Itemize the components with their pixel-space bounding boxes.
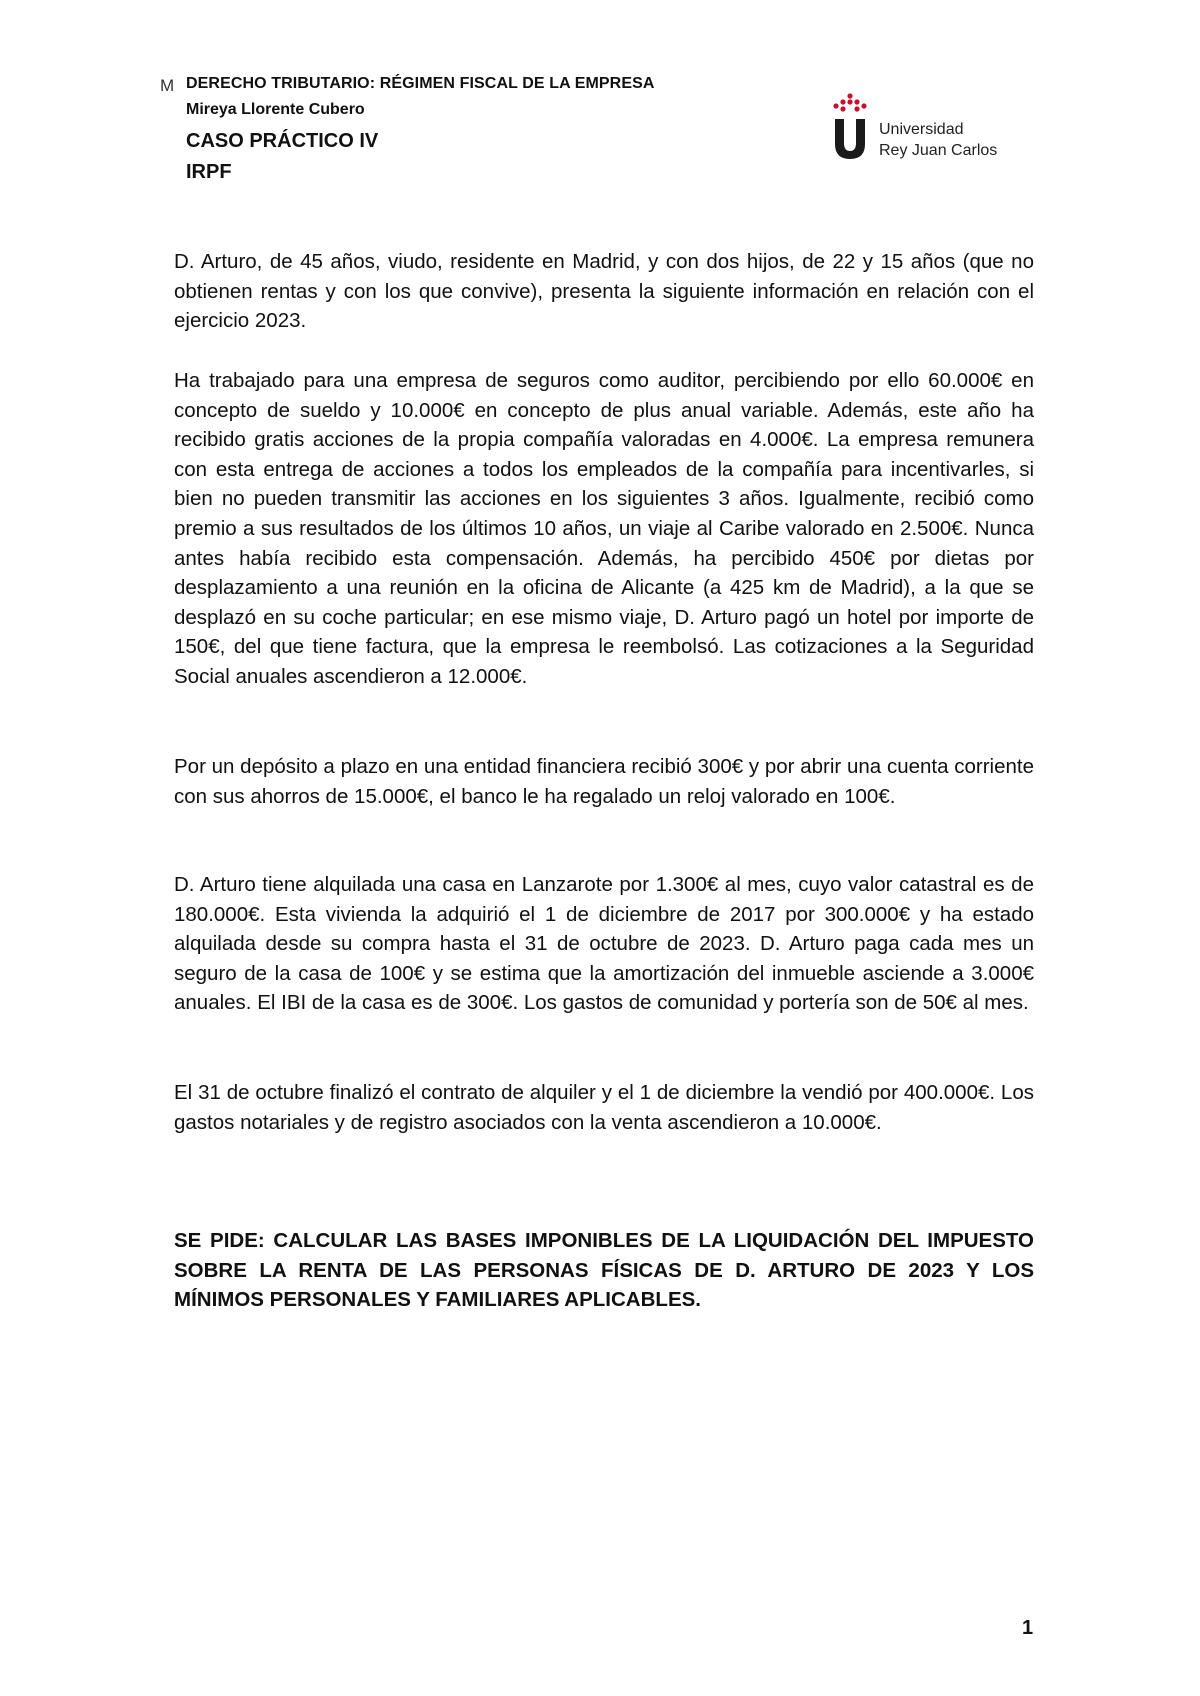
paragraph-rental: D. Arturo tiene alquilada una casa en Lanzarote por 1.300€ al mes, cuyo valor catastral es de 180.000€. Esta vivienda la adquirió el 1 de diciembre de 2017 por 300.000€ y ha estado alquilada desde su compra hasta el 31 de octubre de 2023. D. Arturo paga cada mes un seguro de la casa de 100€ y se estima que la amortización del inmueble asciende a 3.000€ anuales. El IBI de la casa es de 300€. Los gastos de comunidad y portería son de 50€ al mes. — [174, 873, 1034, 1015]
logo-line-1: Universidad — [879, 121, 964, 138]
logo-dots-icon — [833, 93, 866, 111]
logo-text — [879, 119, 997, 161]
logo-u-letter-icon — [835, 119, 865, 159]
case-title: CASO PRÁCTICO IV — [186, 130, 379, 152]
paragraph-employment: Ha trabajado para una empresa de seguros como auditor, percibiendo por ello 60.000€ en concepto de sueldo y 10.000€ en concepto de plus anual variable. Además, este año ha recibido gratis acciones de la propia compañía valoradas en 4.000€. La empresa remunera con esta entrega de acciones a todos los empleados de la compañía para incentivarles, si bien no pueden transmitir las acciones en los siguientes 3 años. Igualmente, recibió como premio a sus resultados de los últimos 10 años, un viaje al Caribe valorado en 2.500€. Nunca antes había recibido esta compensación. Además, ha percibido 450€ por dietas por desplazamiento a una reunión en la oficina de Alicante (a 425 km de Madrid), a la que se desplazó en su coche particular; en ese mismo viaje, D. Arturo pagó un hotel por importe de 150€, del que tiene factura, que la empresa le reembolsó. Las cotizaciones a la Seguridad Social anuales ascendieron a 12.000€. — [174, 369, 1034, 688]
page-number: 1 — [1022, 1617, 1034, 1639]
paragraph-deposit: Por un depósito a plazo en una entidad financiera recibió 300€ y por abrir una cuenta corriente con sus ahorros de 15.000€, el banco le ha regalado un reloj valorado en 100€. — [174, 755, 1034, 808]
paragraph-sale: El 31 de octubre finalizó el contrato de alquiler y el 1 de diciembre la vendió por 400.000€. Los gastos notariales y de registro asociados con la venta ascendieron a 10.000€. — [174, 1081, 1034, 1134]
subject-title: DERECHO TRIBUTARIO: RÉGIMEN FISCAL DE LA EMPRESA — [186, 75, 655, 92]
topic-title: IRPF — [186, 161, 232, 183]
author-name: Mireya Llorente Cubero — [186, 101, 365, 118]
paragraph-intro: D. Arturo, de 45 años, viudo, residente en Madrid, y con dos hijos, de 22 y 15 años (que no obtienen rentas y con los que convive), presenta la siguiente información en relación con el ejercicio 2023. — [174, 250, 1034, 333]
assignment-request: SE PIDE: CALCULAR LAS BASES IMPONIBLES DE LA LIQUIDACIÓN DEL IMPUESTO SOBRE LA RENTA DE LAS PERSONAS FÍSICAS DE D. ARTURO DE 2023 Y LOS MÍNIMOS PERSONALES Y FAMILIARES APLICABLES. — [174, 1229, 1034, 1312]
header-mark: M — [160, 76, 175, 95]
logo-line-2: Rey Juan Carlos — [879, 142, 998, 159]
